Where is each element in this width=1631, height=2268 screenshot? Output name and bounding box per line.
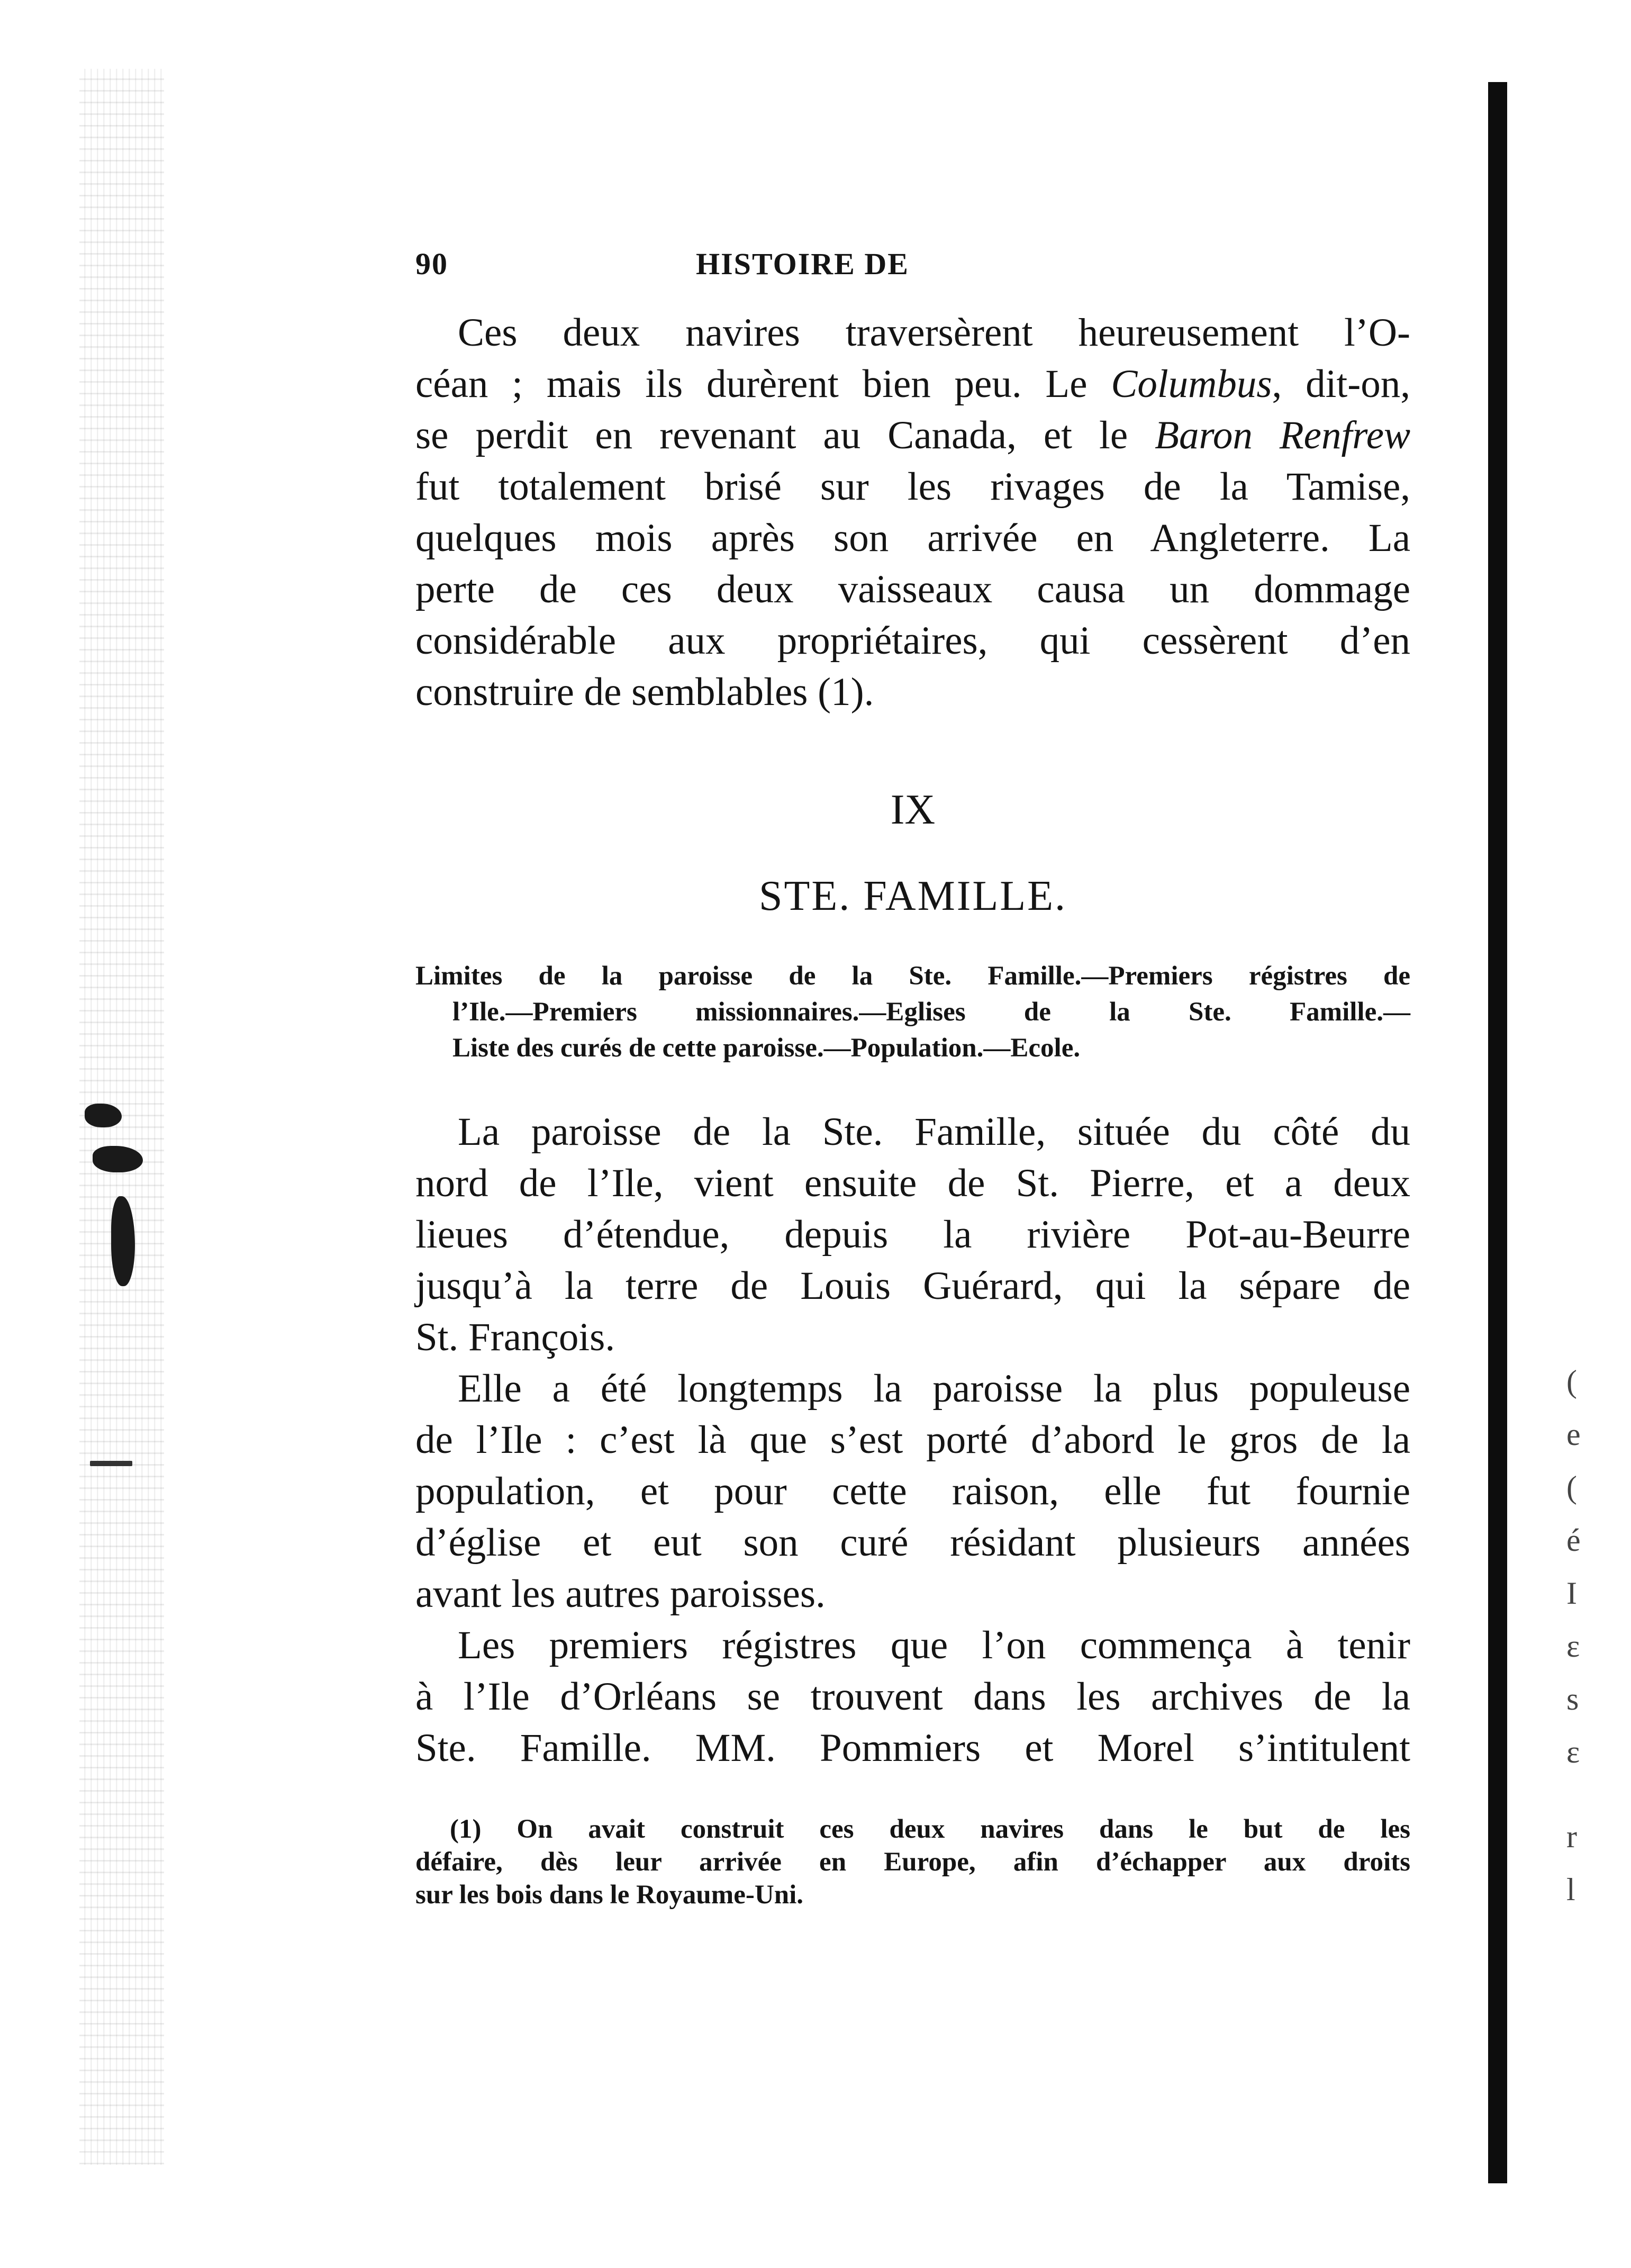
text-line: Ste. Famille. MM. Pommiers et Morel s’intitulent [415,1726,1410,1770]
paragraph-population [415,1363,1410,1620]
margin-letter: I [1566,1576,1577,1611]
text-line: perte de ces deux vaisseaux causa un dommage [415,567,1410,611]
text-line: population, et pour cette raison, elle fut fournie [415,1469,1410,1513]
text-fragment: , dit-on, [1272,362,1410,406]
margin-letter: ( [1566,1364,1577,1399]
text-line: à l’Ile d’Orléans se trouvent dans les archives de la [415,1675,1410,1719]
text-fragment: se perdit en revenant au Canada, et le [415,413,1155,457]
text-fragment: céan ; mais ils durèrent bien peu. Le [415,362,1111,406]
text-line: Les premiers régistres que l’on commença à tenir [458,1623,1410,1667]
footnote [415,1813,1410,1911]
chapter-summary [415,958,1410,1066]
margin-letter: l [1566,1872,1575,1907]
text-line: La paroisse de la Ste. Famille, située du côté du [458,1110,1410,1154]
page-edge-bar [1488,82,1507,2183]
footnote-line: (1) On avait construit ces deux navires dans le but de les [450,1814,1410,1844]
adjacent-page-letters [1566,1355,1598,1916]
summary-line: Liste des curés de cette paroisse.—Population.—Ecole. [452,1033,1081,1063]
binding-ink-mark [93,1146,143,1172]
text-line [415,358,1410,410]
binding-ink-mark [85,1104,122,1127]
text-line: Elle a été longtemps la paroisse la plus populeuse [458,1367,1410,1411]
ship-name: Baron Renfrew [1155,413,1411,457]
margin-letter: ( [1566,1470,1577,1505]
ship-name: Columbus [1111,362,1272,406]
text-line: d’église et eut son curé résidant plusieurs années [415,1521,1410,1565]
text-line: construire de semblables (1). [415,670,874,714]
margin-letter: ε [1566,1629,1580,1664]
section-number: IX [890,787,936,833]
section-title: STE. FAMILLE. [759,873,1067,919]
paragraph-ships [415,307,1410,718]
page-number: 90 [415,247,448,281]
text-line: avant les autres paroisses. [415,1572,826,1616]
margin-letter: s [1566,1682,1579,1716]
margin-letter: ε [1566,1734,1580,1769]
page-header [415,246,1056,288]
binding-ink-mark [90,1461,132,1466]
running-head: HISTOIRE DE [696,247,909,281]
footnote-line: défaire, dès leur arrivée en Europe, afin d’échapper aux droits [415,1847,1410,1877]
margin-letter: e [1566,1417,1581,1452]
text-line [415,410,1410,461]
text-line: nord de l’Ile, vient ensuite de St. Pierre, et a deux [415,1161,1410,1205]
text-line: de l’Ile : c’est là que s’est porté d’abord le gros de la [415,1418,1410,1462]
summary-line: l’Ile.—Premiers missionnaires.—Eglises de la Ste. Famille.— [452,997,1410,1027]
text-line: considérable aux propriétaires, qui cessèrent d’en [415,619,1410,663]
text-line: jusqu’à la terre de Louis Guérard, qui la sépare de [415,1264,1410,1308]
text-line: lieues d’étendue, depuis la rivière Pot-au-Beurre [415,1213,1410,1257]
paragraph-registers [415,1620,1410,1774]
margin-letter: é [1566,1523,1581,1558]
text-line: fut totalement brisé sur les rivages de la Tamise, [415,465,1410,509]
text-line: Ces deux navires traversèrent heureusement l’O- [458,311,1410,355]
margin-letter: r [1566,1819,1577,1854]
text-line: quelques mois après son arrivée en Angleterre. La [415,516,1410,560]
paragraph-location [415,1106,1410,1363]
footnote-line: sur les bois dans le Royaume-Uni. [415,1880,804,1910]
summary-line: Limites de la paroisse de la Ste. Famille.—Premiers régistres de [415,961,1410,991]
text-line: St. François. [415,1315,615,1359]
